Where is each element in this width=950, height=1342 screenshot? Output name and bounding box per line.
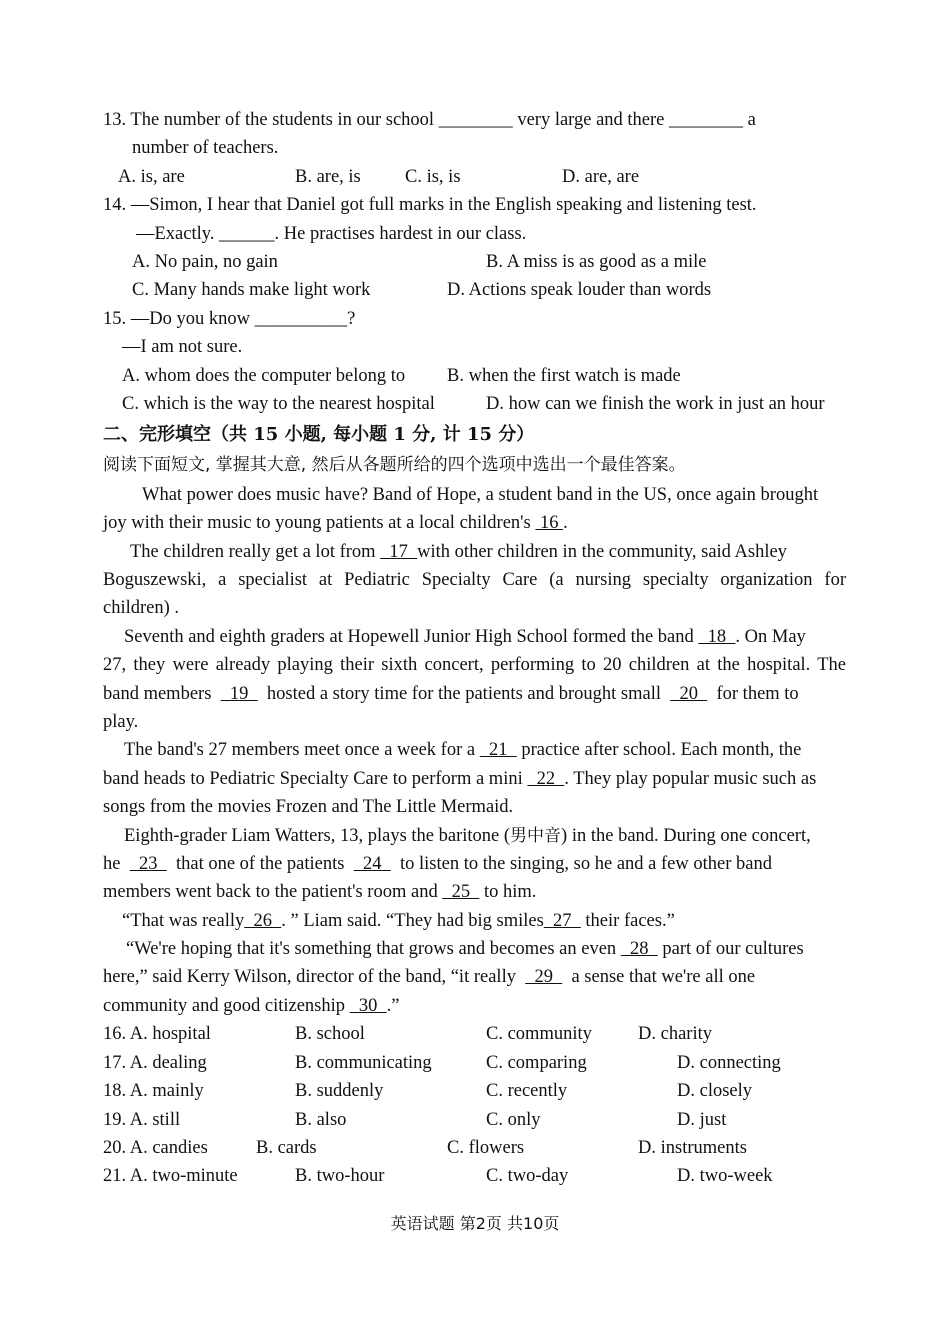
- option-18-b: B. suddenly: [295, 1081, 384, 1101]
- blank-21: 21: [479, 740, 517, 760]
- page-footer: 英语试题 第2页 共10页: [390, 1214, 560, 1233]
- footer-subject: 英语试题: [390, 1214, 455, 1233]
- option-16-b: B. school: [295, 1024, 365, 1044]
- blank-24: 24: [353, 854, 391, 874]
- option-16-d: D. charity: [638, 1024, 712, 1044]
- section-instruction: 阅读下面短文, 掌握其大意, 然后从各题所给的四个选项中选出一个最佳答案。: [103, 455, 686, 475]
- q13-option-b: B. are, is: [295, 167, 361, 187]
- passage-p3-line3: band members 19 hosted a story time for the patients and brought small 20 for them to: [103, 684, 799, 704]
- q14-option-d: D. Actions speak louder than words: [447, 280, 712, 300]
- option-21-d: D. two-week: [677, 1166, 773, 1186]
- option-19-b: B. also: [295, 1110, 347, 1130]
- q15-stem-line2: —I am not sure.: [122, 337, 243, 357]
- option-18-d: D. closely: [677, 1081, 753, 1101]
- option-17-c: C. comparing: [486, 1053, 587, 1073]
- option-17-b: B. communicating: [295, 1053, 432, 1073]
- passage-p4-line1: The band's 27 members meet once a week for a 21 practice after school. Each month, the: [124, 740, 802, 760]
- option-19-d: D. just: [677, 1110, 727, 1130]
- blank-19: 19: [220, 684, 258, 704]
- blank-29: 29: [525, 967, 563, 987]
- option-20-a: 20. A. candies: [103, 1138, 208, 1158]
- option-20-c: C. flowers: [447, 1138, 525, 1158]
- blank-22: 22: [527, 769, 565, 789]
- q13-stem-line1: 13. The number of the students in our school ________ very large and there ________ a: [103, 110, 756, 130]
- blank-25: 25: [442, 882, 480, 902]
- q13-option-d: D. are, are: [562, 167, 640, 187]
- option-16-c: C. community: [486, 1024, 592, 1044]
- option-20-d: D. instruments: [638, 1138, 747, 1158]
- blank-28: 28: [620, 939, 658, 959]
- option-18-a: 18. A. mainly: [103, 1081, 204, 1101]
- passage-p3-line1: Seventh and eighth graders at Hopewell Junior High School formed the band 18 . On May: [124, 627, 806, 647]
- passage-p4-line3: songs from the movies Frozen and The Little Mermaid.: [103, 797, 514, 817]
- q14-option-c: C. Many hands make light work: [132, 280, 371, 300]
- passage-p5-line1: Eighth-grader Liam Watters, 13, plays the baritone (男中音) in the band. During one concert,: [124, 826, 811, 846]
- q14-stem-line2: —Exactly. ______. He practises hardest in our class.: [136, 224, 527, 244]
- blank-17: 17: [380, 542, 418, 562]
- blank-20: 20: [670, 684, 708, 704]
- q15-option-a: A. whom does the computer belong to: [122, 366, 406, 386]
- section-heading: 二、完形填空（共 15 小题, 每小题 1 分, 计 15 分）: [103, 424, 535, 445]
- blank-23: 23: [129, 854, 167, 874]
- q14-stem-line1: 14. —Simon, I hear that Daniel got full marks in the English speaking and listening test.: [103, 195, 757, 215]
- option-21-c: C. two-day: [486, 1166, 569, 1186]
- passage-p5-line3: members went back to the patient's room and 25 to him.: [103, 882, 537, 902]
- passage-p5-line2: he 23 that one of the patients 24 to listen to the singing, so he and a few other band: [103, 854, 772, 874]
- option-18-c: C. recently: [486, 1081, 568, 1101]
- option-19-c: C. only: [486, 1110, 541, 1130]
- q15-option-d: D. how can we finish the work in just an hour: [486, 394, 825, 414]
- q15-stem-line1: 15. —Do you know __________?: [103, 309, 356, 329]
- option-20-b: B. cards: [256, 1138, 317, 1158]
- blank-27: 27: [543, 911, 581, 931]
- passage-p7-line2: here,” said Kerry Wilson, director of the band, “it really 29 a sense that we're all one: [103, 967, 756, 987]
- q14-option-a: A. No pain, no gain: [132, 252, 278, 272]
- option-17-a: 17. A. dealing: [103, 1053, 207, 1073]
- passage-p4-line2: band heads to Pediatric Specialty Care to perform a mini 22 . They play popular music such as: [103, 769, 817, 789]
- option-17-d: D. connecting: [677, 1053, 781, 1073]
- passage-p3-line2: 27, they were already playing their sixth concert, performing to 20 children at the hospital. The: [103, 655, 846, 675]
- option-19-a: 19. A. still: [103, 1110, 181, 1130]
- passage-p2-line1: The children really get a lot from 17 with other children in the community, said Ashley: [130, 542, 787, 562]
- passage-p3-line4: play.: [103, 712, 139, 732]
- option-21-a: 21. A. two-minute: [103, 1166, 238, 1186]
- passage-p1-line2: joy with their music to young patients at a local children's 16 .: [103, 513, 568, 533]
- passage-p2-line2: Boguszewski, a specialist at Pediatric Specialty Care (a nursing specialty organization for: [103, 570, 846, 590]
- q13-option-c: C. is, is: [405, 167, 461, 187]
- q14-option-b: B. A miss is as good as a mile: [486, 252, 707, 272]
- passage-p7-line1: “We're hoping that it's something that grows and becomes an even 28 part of our cultures: [126, 939, 804, 959]
- blank-26: 26: [244, 911, 282, 931]
- q15-option-b: B. when the first watch is made: [447, 366, 681, 386]
- blank-16: 16: [535, 513, 564, 533]
- blank-30: 30: [349, 996, 387, 1016]
- blank-18: 18: [698, 627, 736, 647]
- option-16-a: 16. A. hospital: [103, 1024, 211, 1044]
- footer-total-pages: 10: [523, 1214, 544, 1233]
- footer-page-number: 2: [475, 1214, 486, 1233]
- q13-stem-line2: number of teachers.: [132, 138, 279, 158]
- passage-p1-line1: What power does music have? Band of Hope, a student band in the US, once again brought: [142, 485, 819, 505]
- passage-p7-line3: community and good citizenship 30 .”: [103, 996, 400, 1016]
- option-21-b: B. two-hour: [295, 1166, 385, 1186]
- q13-option-a: A. is, are: [118, 167, 185, 187]
- passage-p2-line3: children) .: [103, 598, 180, 618]
- q15-option-c: C. which is the way to the nearest hospital: [122, 394, 435, 414]
- passage-p6-line1: “That was really 26 . ” Liam said. “They had big smiles 27 their faces.”: [122, 911, 675, 931]
